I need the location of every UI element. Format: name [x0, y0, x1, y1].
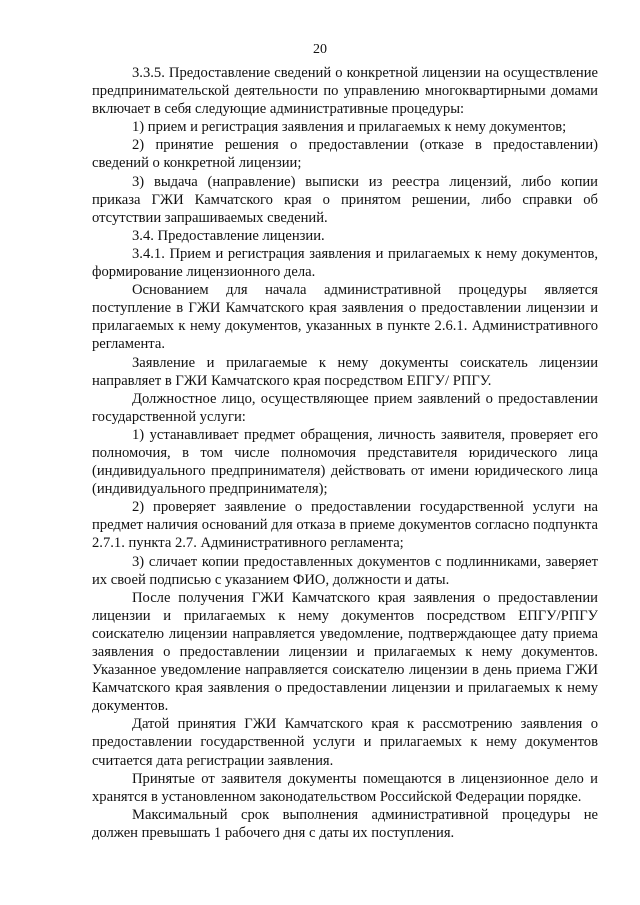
- paragraph-submission: Заявление и прилагаемые к нему документы соискатель лицензии направляет в ГЖИ Камчатского края посредством ЕПГУ/ РПГУ.: [92, 354, 598, 389]
- paragraph-official-duty-2: 2) проверяет заявление о предоставлении государственной услуги на предмет наличия оснований для отказа в приеме документов согласно подпункта 2.7.1. пункта 2.7. Административного регламента;: [92, 499, 598, 552]
- paragraph-3-3-5: 3.3.5. Предоставление сведений о конкретной лицензии на осуществление предпринимательской деятельности по управлению многоквартирными домами включает в себя следующие административные процедуры:: [92, 65, 598, 118]
- paragraph-step-1: 1) прием и регистрация заявления и прилагаемых к нему документов;: [132, 119, 567, 136]
- paragraph-official: Должностное лицо, осуществляющее прием заявлений о предоставлении государственной услуги:: [92, 390, 598, 425]
- paragraph-step-2: 2) принятие решения о предоставлении (отказе в предоставлении) сведений о конкретной лицензии;: [92, 137, 598, 172]
- paragraph-max-term: Максимальный срок выполнения административной процедуры не должен превышать 1 рабочего дня с даты их поступления.: [92, 806, 598, 841]
- paragraph-official-duty-1: 1) устанавливает предмет обращения, личность заявителя, проверяет его полномочия, в том числе полномочия представителя юридического лица (индивидуального предпринимателя) действовать от имени юридического лица (индивидуального предпринимателя);: [92, 426, 598, 498]
- paragraph-acceptance-date: Датой принятия ГЖИ Камчатского края к рассмотрению заявления о предоставлении государственной услуги и прилагаемых к нему документов считается дата регистрации заявления.: [92, 716, 598, 769]
- section-heading-3-4: 3.4. Предоставление лицензии.: [132, 227, 325, 244]
- paragraph-official-duty-3: 3) сличает копии предоставленных документов с подлинниками, заверяет их своей подписью с указанием ФИО, должности и даты.: [92, 553, 598, 588]
- page-number: 20: [313, 42, 327, 57]
- paragraph-basis: Основанием для начала административной процедуры является поступление в ГЖИ Камчатского края заявления о предоставлении лицензии и прилагаемых к нему документов, указанных в пункте 2.6.1. Административного регламента.: [92, 282, 598, 353]
- paragraph-notification: После получения ГЖИ Камчатского края заявления о предоставлении лицензии и прилагаемых к нему документов посредством ЕПГУ/РПГУ соискателю лицензии направляется уведомление, подтверждающее дату приема заявления о предоставлении лицензии и прилагаемых к нему документов. Указанное уведомление направляется соискателю лицензии в день приема ГЖИ Камчатского края заявления о предоставлении лицензии и прилагаемых к нему документов.: [92, 589, 598, 715]
- document-body: [92, 64, 598, 842]
- paragraph-step-3: 3) выдача (направление) выписки из реестра лицензий, либо копии приказа ГЖИ Камчатского края о принятом решении, либо справки об отсутствии запрашиваемых сведений.: [92, 173, 598, 226]
- subsection-heading-3-4-1: 3.4.1. Прием и регистрация заявления и прилагаемых к нему документов, формирование лицензионного дела.: [92, 245, 598, 281]
- paragraph-licensing-file: Принятые от заявителя документы помещаются в лицензионное дело и хранятся в установленном законодательством Российской Федерации порядке.: [92, 770, 598, 805]
